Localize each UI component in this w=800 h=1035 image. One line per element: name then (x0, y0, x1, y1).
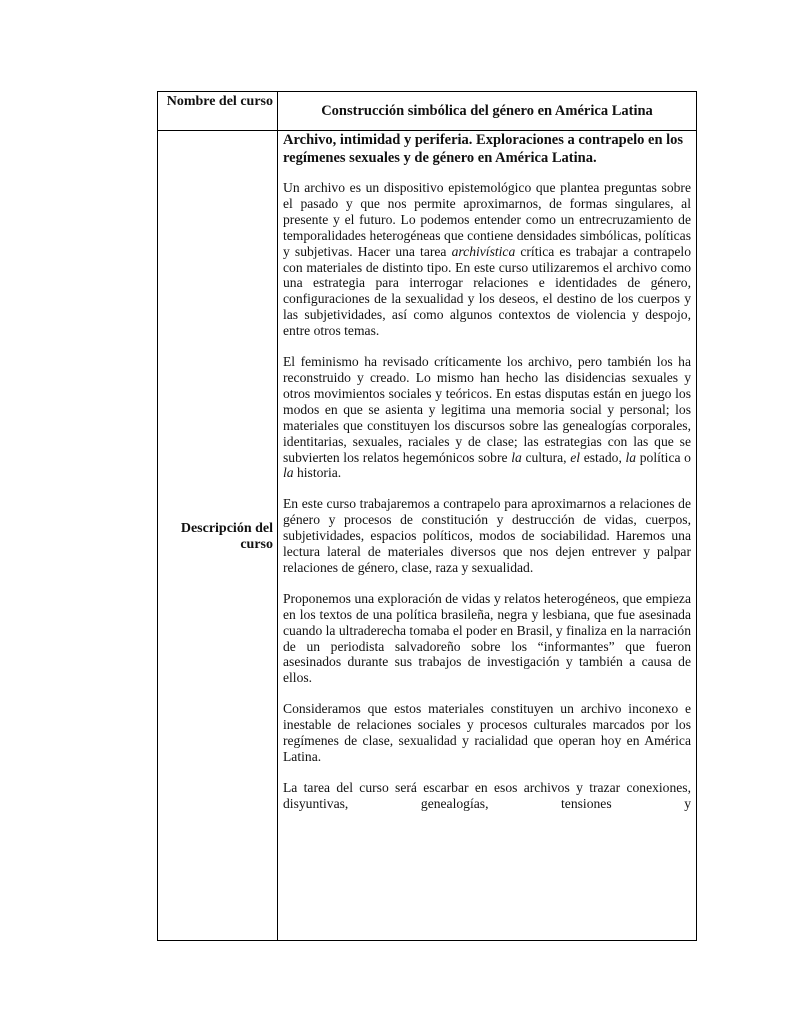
course-description-row (158, 131, 697, 941)
course-description-label: Descripción del curso (158, 131, 278, 941)
description-paragraph-1: Un archivo es un dispositivo epistemológico que plantea preguntas sobre el pasado y que nos permite aproximarnos, de formas singulares, al presente y el futuro. Lo podemos entender como un entrecruzamiento de temporalidades heterogéneas que contiene densidades simbólicas, políticas y subjetivas. Hacer una tarea archivística crítica es trabajar a contrapelo con materiales de distinto tipo. En este curso utilizaremos el archivo como una estrategia para interrogar relaciones e identidades de género, configuraciones de la sexualidad y los deseos, el destino de los cuerpos y las subjetividades, así como algunos contextos de violencia y despojo, entre otros temas. (283, 180, 691, 339)
description-paragraph-4: Proponemos una exploración de vidas y relatos heterogéneos, que empieza en los textos de una política brasileña, negra y lesbiana, que fue asesinada cuando la ultraderecha tomaba el poder en Brasil, y finaliza en la narración de un periodista salvadoreño sobre los “informantes” que fueron asesinados durante sus trabajos de investigación y también a causa de ellos. (283, 590, 691, 686)
description-title: Archivo, intimidad y periferia. Exploraciones a contrapelo en los regímenes sexuales y de género en América Latina. (283, 132, 684, 166)
description-paragraph-5: Consideramos que estos materiales constituyen un archivo inconexo e inestable de relaciones sociales y procesos culturales marcados por los regímenes de clase, sexualidad y racialidad que operan hoy en América Latina. (283, 701, 691, 764)
course-name-label: Nombre del curso (158, 92, 278, 131)
description-paragraph-6: La tarea del curso será escarbar en esos archivos y trazar conexiones, disyuntivas, genealogías, tensiones y (283, 779, 691, 811)
description-paragraph-3: En este curso trabajaremos a contrapelo para aproximarnos a relaciones de género y procesos de constitución y destrucción de vidas, cuerpos, subjetividades, espacios políticos, modos de sociabilidad. Haremos una lectura lateral de materiales diversos que nos dejen entrever y palpar relaciones de género, clase, raza y sexualidad. (283, 496, 691, 575)
course-description-value (278, 131, 697, 941)
description-paragraph-2: El feminismo ha revisado críticamente los archivo, pero también los ha reconstruido y creado. Lo mismo han hecho las disidencias sexuales y otros movimientos sociales y teóricos. En estas disputas están en juego los modos en que se asienta y legitima una memoria social y personal; los materiales que constituyen los discursos sobre las genealogías corporales, identitarias, sexuales, raciales y de clase; las estrategias con las que se subvierten los relatos hegemónicos sobre la cultura, el estado, la política o la historia. (283, 354, 691, 481)
course-table (157, 91, 697, 941)
course-name-row (158, 92, 697, 131)
course-name-value: Construcción simbólica del género en América Latina (278, 92, 697, 131)
